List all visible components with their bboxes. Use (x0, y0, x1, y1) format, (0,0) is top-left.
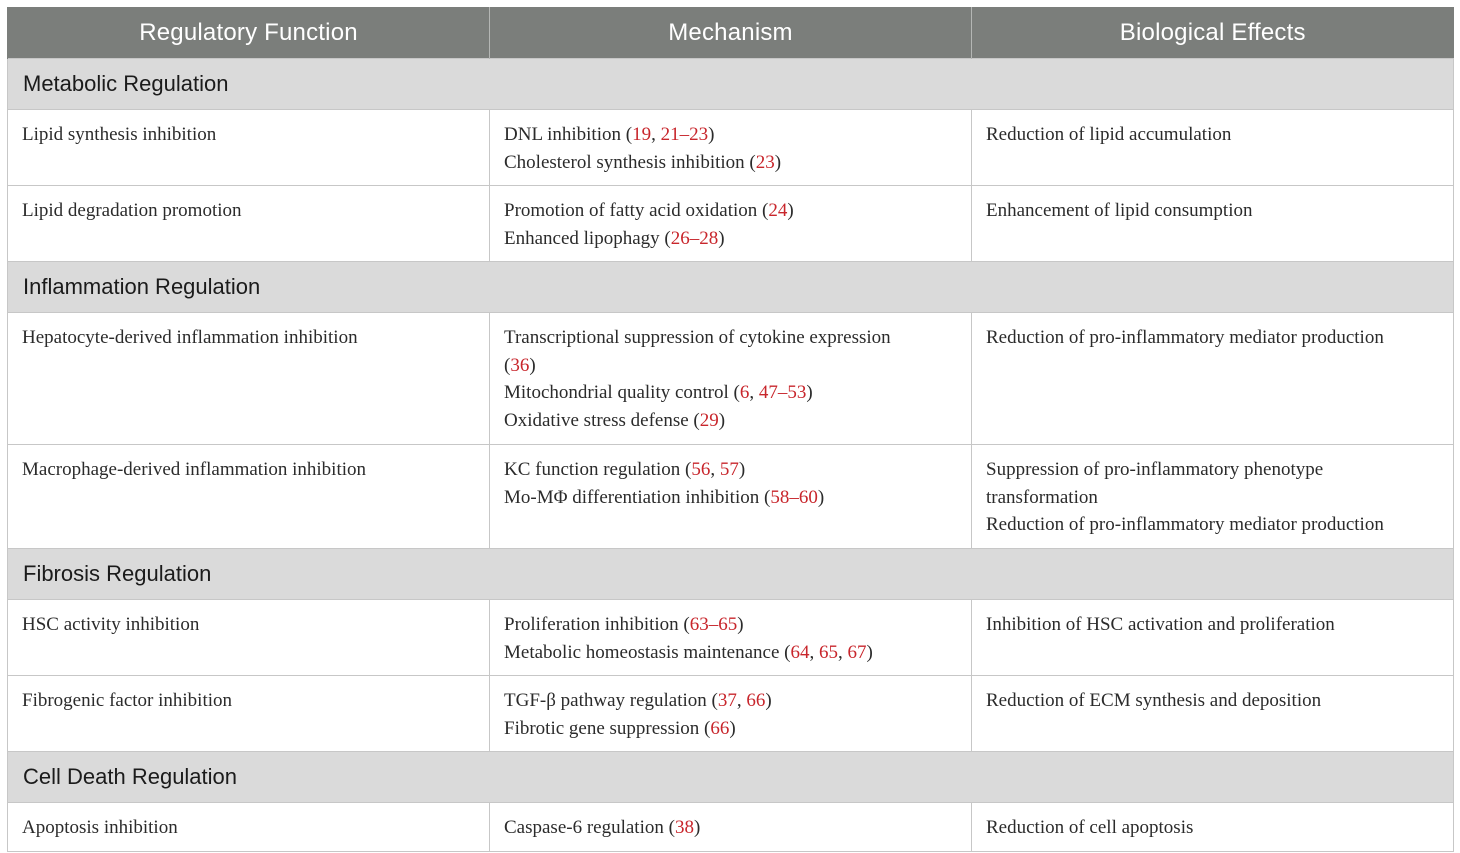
mechanism-text: KC function regulation ( (504, 459, 692, 480)
mechanism-text: ) (693, 817, 701, 838)
mechanism-text: Mitochondrial quality control ( (504, 382, 740, 403)
biological-effects-cell (972, 313, 1454, 445)
reference-link[interactable]: 36 (510, 354, 530, 376)
column-header-mechanism: Mechanism (490, 7, 972, 59)
table-row (8, 445, 1454, 549)
mechanism-text: Transcriptional suppression of cytokine expression (504, 327, 891, 348)
mechanism-cell (490, 445, 972, 549)
mechanism-text: Fibrotic gene suppression ( (504, 717, 711, 739)
effect-line: Inhibition of HSC activation and proliferation (986, 614, 1335, 635)
mechanism-cell (490, 313, 972, 445)
mechanism-line (504, 149, 957, 177)
reference-link[interactable]: 37 (717, 690, 737, 711)
regulatory-function-cell: Apoptosis inhibition (8, 803, 490, 852)
biological-effects-cell (972, 445, 1454, 549)
mechanism-text: DNL inhibition ( (504, 124, 633, 145)
mechanism-text: ) (866, 641, 873, 663)
mechanism-text: TGF-β pathway regulation ( (504, 690, 718, 711)
mechanism-line (504, 197, 957, 225)
mechanism-line (504, 639, 957, 667)
section-row (8, 262, 1454, 313)
reference-link[interactable]: 26–28 (670, 227, 719, 249)
mechanism-line (504, 379, 957, 407)
table-header (8, 7, 1454, 59)
regulatory-function-cell: Hepatocyte-derived inflammation inhibition (8, 313, 490, 445)
reference-link[interactable]: 38 (674, 817, 694, 838)
mechanism-text: ) (529, 354, 536, 376)
mechanism-text: ) (817, 486, 825, 508)
mechanism-text: Mo-MΦ differentiation inhibition ( (504, 486, 771, 508)
reference-link[interactable]: 29 (699, 409, 719, 431)
table-row (8, 313, 1454, 445)
mechanism-line (504, 121, 957, 149)
table-body (8, 59, 1454, 852)
table-row (8, 803, 1454, 852)
effect-line: Suppression of pro-inflammatory phenotype (986, 459, 1324, 480)
mechanism-text: ) (774, 151, 782, 173)
mechanism-line (504, 352, 957, 380)
regulation-table (7, 7, 1454, 852)
section-title: Fibrosis Regulation (8, 549, 1454, 600)
column-header-biological-effects: Biological Effects (972, 7, 1454, 59)
section-title: Inflammation Regulation (8, 262, 1454, 313)
effect-line: Reduction of ECM synthesis and deposition (986, 690, 1322, 711)
column-header-regulatory-function: Regulatory Function (8, 7, 490, 59)
mechanism-cell (490, 186, 972, 262)
reference-link[interactable]: 56 (691, 459, 711, 480)
table-row (8, 186, 1454, 262)
table-row (8, 110, 1454, 186)
regulation-table-container (7, 7, 1453, 852)
mechanism-line (504, 484, 957, 512)
mechanism-line (504, 715, 957, 743)
effect-line: Reduction of lipid accumulation (986, 124, 1232, 145)
regulatory-function-cell: Lipid degradation promotion (8, 186, 490, 262)
biological-effects-cell (972, 600, 1454, 676)
reference-link[interactable]: 66 (710, 717, 730, 739)
reference-link[interactable]: 6 (739, 382, 750, 403)
reference-link[interactable]: 67 (847, 641, 867, 663)
reference-link[interactable]: 65 (819, 641, 838, 663)
mechanism-line (504, 456, 957, 484)
mechanism-text: , (838, 641, 848, 663)
section-row (8, 549, 1454, 600)
regulatory-function-cell: Lipid synthesis inhibition (8, 110, 490, 186)
mechanism-text: ) (737, 614, 744, 635)
reference-link[interactable]: 58–60 (770, 486, 818, 508)
section-row (8, 59, 1454, 110)
mechanism-line (504, 814, 957, 842)
mechanism-text: ( (504, 354, 511, 376)
mechanism-cell (490, 803, 972, 852)
section-title: Metabolic Regulation (8, 59, 1454, 110)
mechanism-text: ) (787, 200, 794, 221)
reference-link[interactable]: 57 (719, 459, 739, 480)
table-row (8, 676, 1454, 752)
table-row (8, 600, 1454, 676)
mechanism-text: Enhanced lipophagy ( (504, 227, 671, 249)
effect-line: transformation (986, 486, 1098, 508)
reference-link[interactable]: 47–53 (758, 382, 807, 403)
reference-link[interactable]: 23 (755, 151, 775, 173)
mechanism-text: Caspase-6 regulation ( (504, 817, 675, 838)
reference-link[interactable]: 63–65 (689, 614, 738, 635)
mechanism-text: , (651, 124, 661, 145)
effect-line: Reduction of pro-inflammatory mediator production (986, 514, 1384, 535)
regulatory-function-cell: Macrophage-derived inflammation inhibition (8, 445, 490, 549)
regulatory-function-cell: HSC activity inhibition (8, 600, 490, 676)
mechanism-cell (490, 600, 972, 676)
mechanism-text: Promotion of fatty acid oxidation ( (504, 200, 769, 221)
mechanism-text: ) (718, 227, 725, 249)
biological-effects-cell (972, 110, 1454, 186)
mechanism-text: ) (765, 690, 772, 711)
mechanism-text: Oxidative stress defense ( (504, 409, 700, 431)
biological-effects-cell (972, 676, 1454, 752)
mechanism-cell (490, 676, 972, 752)
effect-line: Reduction of pro-inflammatory mediator production (986, 327, 1384, 348)
section-row (8, 752, 1454, 803)
mechanism-line (504, 611, 957, 639)
effect-line: Reduction of cell apoptosis (986, 817, 1194, 838)
mechanism-text: , (809, 641, 819, 663)
mechanism-text: Proliferation inhibition ( (504, 614, 690, 635)
reference-link[interactable]: 19 (632, 124, 652, 145)
mechanism-text: ) (729, 717, 736, 739)
reference-link[interactable]: 64 (790, 641, 810, 663)
mechanism-text: , (710, 459, 720, 480)
reference-link[interactable]: 24 (768, 200, 788, 221)
mechanism-line (504, 687, 957, 715)
mechanism-text: Metabolic homeostasis maintenance ( (504, 641, 791, 663)
mechanism-text: Cholesterol synthesis inhibition ( (504, 151, 756, 173)
mechanism-line (504, 407, 957, 435)
reference-link[interactable]: 66 (746, 690, 766, 711)
reference-link[interactable]: 21–23 (660, 124, 709, 145)
mechanism-text: ) (806, 382, 813, 403)
mechanism-line (504, 324, 957, 352)
mechanism-text: ) (718, 409, 726, 431)
mechanism-cell (490, 110, 972, 186)
effect-line: Enhancement of lipid consumption (986, 200, 1253, 221)
mechanism-text: , (736, 690, 747, 711)
biological-effects-cell (972, 186, 1454, 262)
mechanism-text: ) (708, 124, 715, 145)
mechanism-text: ) (738, 459, 746, 480)
section-title: Cell Death Regulation (8, 752, 1454, 803)
regulatory-function-cell: Fibrogenic factor inhibition (8, 676, 490, 752)
mechanism-line (504, 225, 957, 253)
mechanism-text: , (749, 382, 759, 403)
biological-effects-cell (972, 803, 1454, 852)
